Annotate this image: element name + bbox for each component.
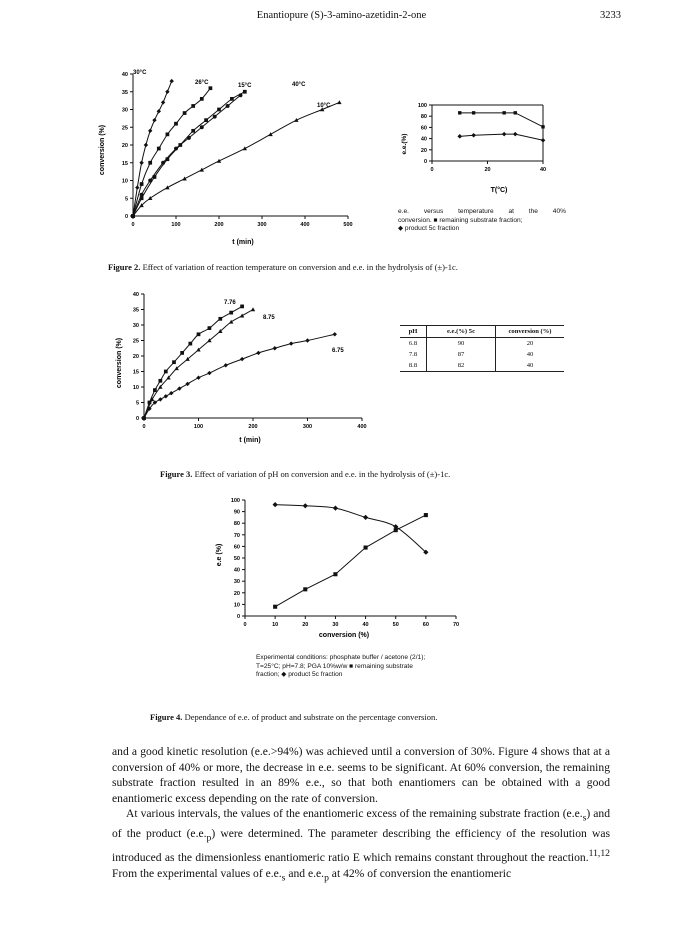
label-8-75: 8.75: [263, 315, 275, 321]
x-tick-label: 0: [142, 424, 146, 430]
label-7-76: 7.76: [224, 300, 236, 306]
x-tick-label: 20: [484, 167, 491, 173]
figure3-ylabel: conversion (%): [116, 337, 123, 389]
y-tick-label: 40: [132, 292, 139, 298]
series-line: [144, 334, 335, 418]
label-10c: 10°C: [317, 103, 331, 109]
y-tick-label: 20: [132, 354, 139, 360]
data-point: [218, 317, 222, 321]
data-point: [152, 118, 156, 122]
data-point: [457, 134, 462, 139]
data-point: [191, 129, 195, 133]
x-tick-label: 10: [272, 622, 279, 628]
figure2-main-chart: [95, 62, 370, 247]
data-point: [180, 351, 184, 355]
table-row: 6.8 90 20: [400, 338, 564, 350]
figure4-xlabel: conversion (%): [318, 632, 370, 639]
data-point: [139, 161, 143, 165]
data-point: [243, 90, 247, 94]
figure4-series: [273, 502, 429, 609]
y-tick-label: 30: [233, 579, 240, 586]
figure4-caption: Figure 4. Dependance of e.e. of product and substrate on the percentage conversion.: [150, 712, 438, 722]
data-point: [177, 386, 181, 390]
x-tick-label: 60: [422, 622, 429, 628]
data-point: [213, 115, 217, 119]
inset-xlabel: T(°C): [490, 187, 508, 194]
figure2-ylabel: conversion (%): [99, 124, 106, 176]
data-point: [541, 138, 546, 143]
figure3-series: [142, 305, 337, 421]
inset-ylabel: e.e.(%): [401, 133, 408, 155]
data-point: [229, 311, 233, 315]
figure4-ylabel: e.e (%): [216, 543, 223, 567]
series-line: [133, 88, 210, 216]
data-point: [174, 147, 178, 151]
data-point: [172, 360, 176, 364]
x-tick-label: 400: [357, 424, 367, 430]
data-point: [191, 104, 195, 108]
y-tick-label: 15: [132, 369, 139, 376]
figure2-series: [131, 79, 342, 218]
y-tick-label: 5: [124, 196, 128, 203]
x-tick-label: 100: [171, 222, 181, 228]
x-tick-label: 500: [343, 222, 353, 228]
series-line: [133, 95, 241, 216]
data-point: [458, 111, 461, 114]
data-point: [251, 307, 255, 311]
data-point: [333, 506, 338, 511]
data-point: [187, 136, 191, 140]
data-point: [165, 185, 169, 189]
y-tick-label: 20: [233, 590, 240, 597]
data-point: [164, 370, 168, 374]
paragraph-1: and a good kinetic resolution (e.e.>94%) was achieved until a conversion of 30%. Figure 4 shows that at a conversion of 40% or more, the decrease in e.e. seems to be significant. At 60% conversion, the remaining substrate fraction resulted in an 89% e.e., so that both enantiomers can be obtained with a good enantiomeric excess depending on the rate of conversion.: [112, 745, 610, 805]
data-point: [140, 182, 144, 186]
label-6-75: 6.75: [332, 348, 344, 354]
data-point: [230, 97, 234, 101]
data-point: [240, 314, 244, 318]
y-tick-label: 30: [132, 323, 139, 329]
data-point: [424, 513, 428, 517]
x-tick-label: 20: [302, 622, 309, 628]
y-tick-label: 10: [132, 385, 139, 391]
x-tick-label: 30: [332, 622, 339, 628]
data-point: [196, 376, 200, 380]
data-point: [200, 168, 204, 172]
figure2-inset-note: e.e. versus temperature at the 40% conversion. ■ remaining substrate fraction; ◆ product 5c fraction: [398, 208, 566, 233]
y-tick-label: 80: [420, 114, 427, 121]
figure4-note: Experimental conditions: phosphate buffer / acetone (2/1); T=25°C; pH=7.8; PGA 10%w/w ■ remaining substrate fraction; ◆ product 5c fraction: [256, 654, 426, 679]
figure3-chart: [112, 290, 382, 448]
figure2-xlabel: t (min): [232, 239, 254, 246]
data-point: [305, 338, 309, 342]
y-tick-label: 25: [121, 125, 128, 132]
page-number: 3233: [600, 10, 621, 21]
data-point: [502, 132, 507, 137]
series-line: [144, 310, 253, 419]
figure2-inset-chart: [395, 100, 555, 196]
data-point: [158, 397, 162, 401]
y-tick-label: 0: [135, 416, 139, 422]
data-point: [337, 100, 341, 104]
figure3-table-wrap: [400, 325, 564, 372]
data-point: [209, 86, 213, 90]
y-tick-label: 40: [420, 136, 427, 143]
data-point: [268, 132, 272, 136]
y-tick-label: 100: [230, 498, 240, 504]
x-tick-label: 40: [362, 622, 369, 628]
data-point: [471, 133, 476, 138]
inset-axes: [418, 103, 546, 173]
figure3-axes: [133, 292, 367, 430]
inset-series: [457, 111, 545, 142]
data-point: [303, 587, 307, 591]
x-tick-label: 200: [214, 222, 224, 228]
y-tick-label: 10: [121, 178, 128, 185]
paragraph-2: At various intervals, the values of the enantiomeric excess of the remaining substrate fraction $(e.e._s)$ and of the product $(e.e._p)$ were determined. The parameter describing the efficiency of the resolution was introduced as the dimensionless enantiomeric ratio E which remains constant throughout the reaction.$^{11,12}$ From the experimental values of $e.e._s$ and $e.e._p$ at 42% of conversion the enantiomeric: [112, 807, 610, 883]
data-point: [240, 357, 244, 361]
x-tick-label: 50: [392, 622, 399, 628]
table-row: 8.8 82 40: [400, 360, 564, 372]
data-point: [204, 118, 208, 122]
y-tick-label: 0: [236, 614, 240, 620]
data-point: [207, 371, 211, 375]
series-line: [275, 505, 426, 553]
data-point: [148, 129, 152, 133]
data-point: [289, 341, 293, 345]
data-point: [183, 111, 187, 115]
y-tick-label: 60: [233, 544, 240, 551]
ph-table: [400, 325, 564, 372]
data-point: [333, 572, 337, 576]
data-point: [157, 147, 161, 151]
data-point: [174, 122, 178, 126]
x-tick-label: 400: [300, 222, 310, 228]
data-point: [140, 193, 144, 197]
y-tick-label: 15: [121, 160, 128, 167]
data-point: [161, 100, 165, 104]
data-point: [161, 161, 165, 165]
data-point: [514, 111, 517, 114]
label-15c: 15°C: [238, 83, 252, 89]
data-point: [164, 394, 168, 398]
series-line: [275, 515, 426, 607]
series-line: [460, 113, 543, 127]
data-point: [170, 79, 174, 83]
data-point: [165, 90, 169, 94]
ph-header: pH: [400, 326, 427, 338]
data-point: [148, 179, 152, 183]
figure3-xlabel: t (min): [239, 437, 261, 444]
y-tick-label: 50: [233, 556, 240, 562]
data-point: [333, 332, 337, 336]
series-line: [144, 306, 242, 418]
y-tick-label: 0: [423, 159, 427, 165]
data-point: [363, 515, 368, 520]
data-point: [364, 546, 368, 550]
label-30c: 30°C: [133, 70, 147, 76]
y-tick-label: 35: [132, 307, 139, 314]
data-point: [240, 305, 244, 309]
data-point: [217, 108, 221, 112]
data-point: [188, 342, 192, 346]
x-tick-label: 100: [193, 424, 204, 430]
x-tick-label: 300: [257, 222, 267, 228]
x-tick-label: 70: [452, 622, 460, 628]
data-point: [273, 346, 277, 350]
data-point: [169, 391, 173, 395]
x-tick-label: 40: [539, 167, 547, 173]
figure3-caption: Figure 3. Effect of variation of pH on conversion and e.e. in the hydrolysis of (±)-1c.: [160, 469, 451, 479]
data-point: [144, 143, 148, 147]
data-point: [158, 379, 162, 383]
conversion-header: conversion (%): [496, 326, 565, 338]
data-point: [185, 382, 189, 386]
data-point: [208, 326, 212, 330]
y-tick-label: 40: [233, 567, 240, 574]
y-tick-label: 10: [233, 602, 240, 609]
figure4-axes: [231, 498, 459, 628]
label-40c: 40°C: [292, 82, 306, 88]
data-point: [135, 185, 139, 189]
data-point: [303, 503, 308, 508]
data-point: [153, 388, 157, 392]
figure2-caption: Figure 2. Effect of variation of reaction temperature on conversion and e.e. in the hydrolysis of (±)-1c.: [108, 262, 458, 272]
data-point: [157, 109, 161, 113]
x-tick-label: 200: [248, 424, 258, 430]
data-point: [273, 502, 278, 507]
y-tick-label: 90: [233, 509, 240, 516]
data-point: [513, 132, 518, 137]
y-tick-label: 40: [121, 72, 128, 78]
series-line: [133, 81, 172, 216]
data-point: [256, 351, 260, 355]
data-point: [502, 111, 505, 114]
data-point: [182, 177, 186, 181]
data-point: [239, 93, 243, 97]
y-tick-label: 20: [121, 143, 128, 149]
y-tick-label: 80: [233, 521, 240, 528]
y-tick-label: 60: [420, 125, 427, 132]
data-point: [197, 332, 201, 336]
x-tick-label: 0: [430, 167, 434, 173]
ee-header: e.e.(%) 5c: [427, 326, 496, 338]
data-point: [472, 111, 475, 114]
x-tick-label: 300: [302, 424, 313, 430]
y-tick-label: 35: [121, 89, 128, 96]
table-row: 7.8 87 40: [400, 349, 564, 360]
data-point: [200, 97, 204, 101]
data-point: [200, 125, 204, 129]
data-point: [226, 104, 230, 108]
label-26c: 26°C: [195, 80, 209, 86]
y-tick-label: 70: [233, 532, 240, 539]
y-tick-label: 25: [132, 338, 139, 345]
data-point: [224, 363, 228, 367]
x-tick-label: 0: [131, 222, 135, 228]
figure4-chart: [212, 492, 472, 642]
y-tick-label: 5: [135, 400, 139, 407]
data-point: [541, 125, 544, 128]
y-tick-label: 20: [420, 147, 427, 154]
y-tick-label: 0: [124, 214, 128, 220]
body-text: [112, 744, 610, 886]
series-line: [133, 102, 339, 216]
y-tick-label: 30: [121, 107, 128, 114]
data-point: [243, 146, 247, 150]
running-title: Enantiopure (S)-3-amino-azetidin-2-one: [256, 10, 427, 21]
data-point: [148, 161, 152, 165]
y-tick-label: 100: [417, 103, 427, 109]
x-tick-label: 0: [243, 622, 247, 628]
data-point: [273, 605, 277, 609]
data-point: [166, 132, 170, 136]
